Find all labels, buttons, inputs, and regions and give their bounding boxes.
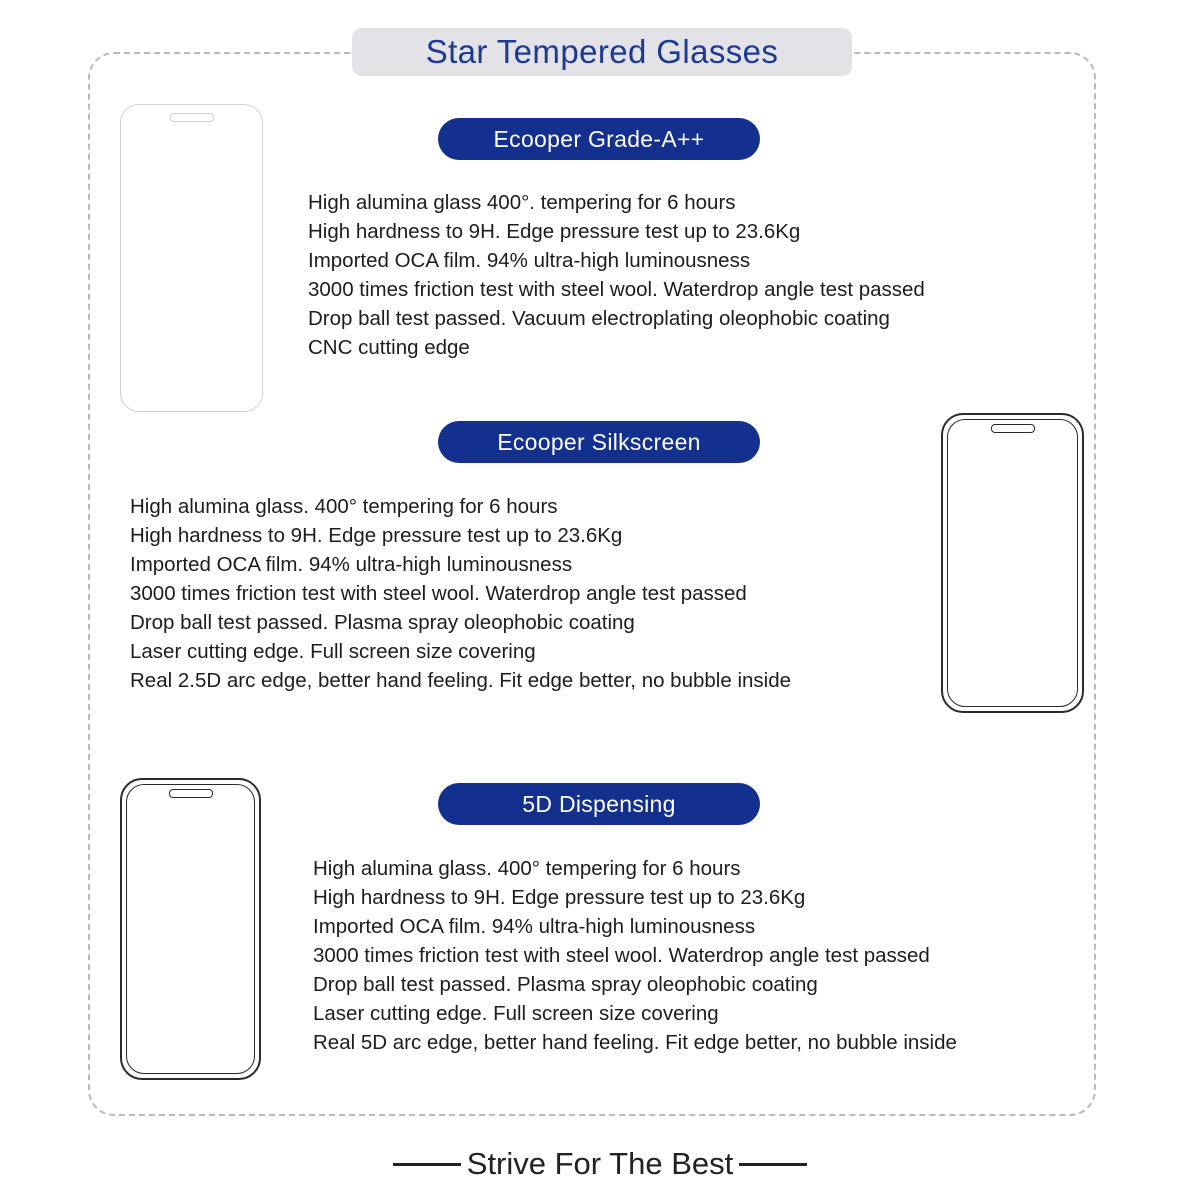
spec-line: Imported OCA film. 94% ultra-high luminousness xyxy=(313,915,756,938)
spec-line: High hardness to 9H. Edge pressure test up to 23.6Kg xyxy=(308,220,801,243)
spec-line: Imported OCA film. 94% ultra-high luminousness xyxy=(130,553,573,576)
footer-rule-left-icon xyxy=(393,1163,461,1166)
phone-inner-bezel-icon xyxy=(947,419,1078,707)
spec-line: Drop ball test passed. Vacuum electroplating oleophobic coating xyxy=(308,307,890,330)
spec-line: Imported OCA film. 94% ultra-high luminousness xyxy=(308,249,751,272)
spec-list-grade-a xyxy=(308,188,925,362)
spec-line: High alumina glass 400°. tempering for 6 hours xyxy=(308,191,736,214)
spec-line: 3000 times friction test with steel wool. Waterdrop angle test passed xyxy=(313,944,930,967)
spec-line: High alumina glass. 400° tempering for 6 hours xyxy=(313,857,741,880)
spec-line: CNC cutting edge xyxy=(308,336,470,359)
spec-line: Laser cutting edge. Full screen size covering xyxy=(313,1002,719,1025)
spec-line: Real 2.5D arc edge, better hand feeling. Fit edge better, no bubble inside xyxy=(130,669,792,692)
footer-text: Strive For The Best xyxy=(466,1146,734,1181)
section-banner-5d-dispensing: 5D Dispensing xyxy=(438,783,760,825)
footer-rule-right-icon xyxy=(739,1163,807,1166)
spec-line: Drop ball test passed. Plasma spray oleophobic coating xyxy=(130,611,635,634)
spec-line: Laser cutting edge. Full screen size covering xyxy=(130,640,536,663)
phone-notch-icon xyxy=(991,424,1035,433)
phone-outline-dark-icon xyxy=(941,413,1084,713)
spec-line: High hardness to 9H. Edge pressure test up to 23.6Kg xyxy=(313,886,806,909)
spec-list-5d-dispensing xyxy=(313,854,957,1057)
section-banner-grade-a: Ecooper Grade-A++ xyxy=(438,118,760,160)
spec-line: 3000 times friction test with steel wool. Waterdrop angle test passed xyxy=(308,278,925,301)
spec-line: 3000 times friction test with steel wool. Waterdrop angle test passed xyxy=(130,582,747,605)
footer-tagline xyxy=(0,1146,1200,1182)
spec-line: High alumina glass. 400° tempering for 6 hours xyxy=(130,495,558,518)
phone-inner-bezel-icon xyxy=(126,784,255,1074)
spec-line: Drop ball test passed. Plasma spray oleophobic coating xyxy=(313,973,818,996)
spec-line: High hardness to 9H. Edge pressure test up to 23.6Kg xyxy=(130,524,623,547)
phone-notch-icon xyxy=(170,113,214,122)
phone-outline-light-icon xyxy=(120,104,263,412)
spec-list-silkscreen xyxy=(130,492,791,695)
section-banner-silkscreen: Ecooper Silkscreen xyxy=(438,421,760,463)
phone-outline-dark-icon xyxy=(120,778,261,1080)
spec-line: Real 5D arc edge, better hand feeling. Fit edge better, no bubble inside xyxy=(313,1031,957,1054)
page-title: Star Tempered Glasses xyxy=(352,28,852,76)
phone-notch-icon xyxy=(169,789,213,798)
